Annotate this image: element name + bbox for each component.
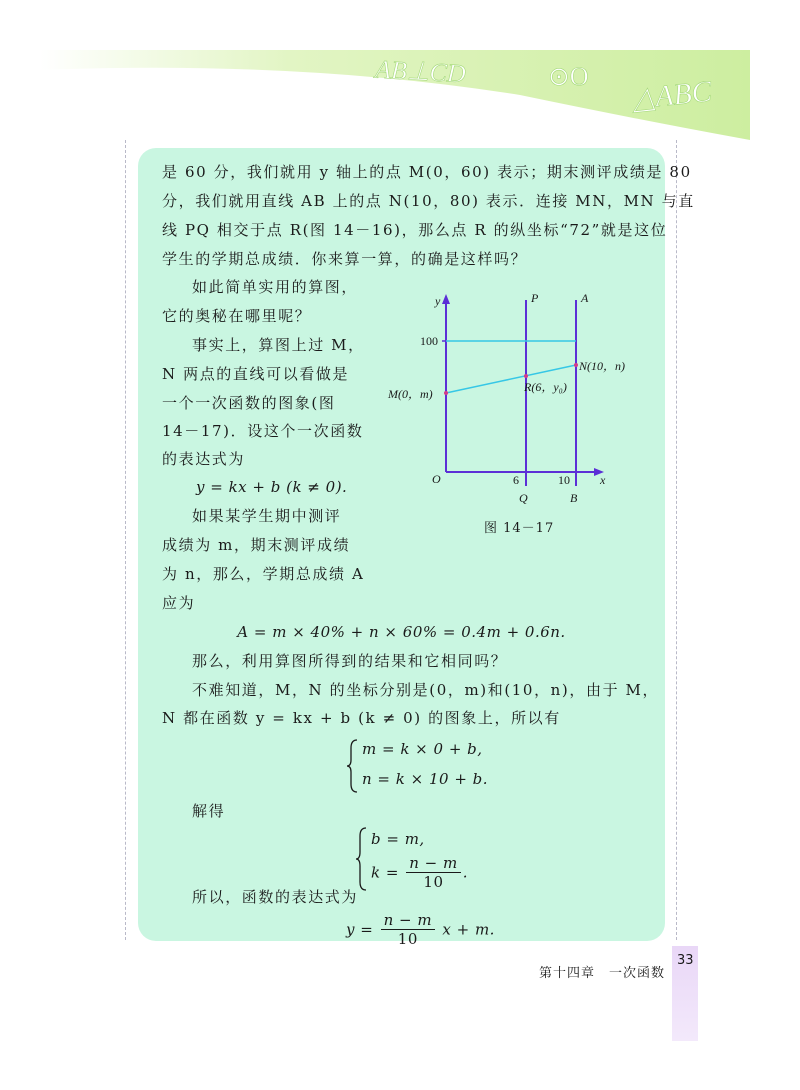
formula-function bbox=[346, 911, 495, 948]
system2-eq2-left: k = bbox=[371, 863, 399, 882]
para4-line3: 为 n，那么，学期总成绩 A bbox=[162, 565, 365, 583]
label-M: M(0，m) bbox=[388, 387, 433, 401]
system2-fraction-den: 10 bbox=[423, 873, 444, 891]
label-R: R(6，y₀) bbox=[524, 380, 567, 394]
para4-line2: 成绩为 m，期末测评成绩 bbox=[162, 536, 351, 554]
label-B: B bbox=[570, 491, 578, 505]
para4-line1: 如果某学生期中测评 bbox=[192, 507, 342, 525]
chapter-footer: 第十四章 一次函数 bbox=[539, 966, 666, 981]
label-Q: Q bbox=[519, 491, 528, 505]
para2-line1: 如此简单实用的算图， bbox=[192, 278, 359, 296]
formula3-fraction-num: n − m bbox=[381, 911, 436, 930]
para3-line5: 的表达式为 bbox=[162, 450, 246, 468]
para3-line2: N 两点的直线可以看做是 bbox=[162, 365, 350, 383]
system2-eq1: b = m, bbox=[371, 830, 425, 848]
margin-guide-right bbox=[676, 140, 677, 940]
para3-line4: 14－17)．设这个一次函数 bbox=[162, 422, 364, 440]
formula3-fraction bbox=[381, 911, 436, 948]
y-axis-arrow bbox=[442, 294, 450, 304]
formula-total-score: A = m × 40% + n × 60% = 0.4m + 0.6n. bbox=[237, 623, 566, 641]
brace-system-1 bbox=[346, 738, 360, 794]
figure-14-17-nomogram bbox=[380, 290, 655, 530]
para5: 那么，利用算图所得到的结果和它相同吗？ bbox=[192, 652, 508, 670]
system1-eq2: n = k × 10 + b. bbox=[362, 770, 489, 788]
system2-fraction-num: n − m bbox=[406, 854, 461, 873]
system2-eq2-end: . bbox=[462, 863, 468, 882]
formula-linear: y = kx + b (k ≠ 0). bbox=[196, 478, 348, 496]
para8: 所以，函数的表达式为 bbox=[192, 888, 359, 906]
label-A: A bbox=[581, 291, 589, 305]
label-100: 100 bbox=[420, 334, 438, 348]
point-M bbox=[444, 391, 448, 395]
label-N: N(10，n) bbox=[579, 359, 625, 373]
label-P: P bbox=[531, 291, 539, 305]
para1-line1: 是 60 分，我们就用 y 轴上的点 M(0，60) 表示；期末测评成绩是 80 bbox=[162, 163, 692, 181]
para1-line4: 学生的学期总成绩．你来算一算，的确是这样吗？ bbox=[162, 250, 528, 268]
label-O: O bbox=[432, 472, 441, 486]
system2-eq2 bbox=[371, 854, 468, 891]
label-6: 6 bbox=[513, 473, 519, 487]
system1-eq1: m = k × 0 + b, bbox=[362, 740, 483, 758]
point-R bbox=[524, 374, 528, 378]
formula3-fraction-den: 10 bbox=[397, 930, 418, 948]
para1-line2: 分，我们就用直线 AB 上的点 N(10，80) 表示．连接 MN，MN 与直 bbox=[162, 192, 695, 210]
header-deco-perp: AB⊥CD bbox=[374, 54, 467, 89]
para2-line2: 它的奥秘在哪里呢？ bbox=[162, 307, 312, 325]
para4-line4: 应为 bbox=[162, 594, 196, 612]
para3-line3: 一个一次函数的图象(图 bbox=[162, 394, 336, 412]
figure-caption: 图 14－17 bbox=[484, 521, 555, 536]
page-number: 33 bbox=[677, 953, 694, 968]
para7: 解得 bbox=[192, 802, 226, 820]
point-N bbox=[574, 363, 578, 367]
para6-line1: 不难知道，M，N 的坐标分别是(0，m)和(10，n)，由于 M， bbox=[192, 681, 660, 699]
margin-guide-left bbox=[125, 140, 126, 940]
label-10: 10 bbox=[558, 473, 570, 487]
label-x: x bbox=[600, 473, 606, 487]
header-banner bbox=[0, 0, 800, 160]
formula3-right: x + m. bbox=[442, 920, 495, 939]
formula3-left: y = bbox=[346, 920, 374, 939]
para1-line3: 线 PQ 相交于点 R(图 14－16)，那么点 R 的纵坐标“72”就是这位 bbox=[162, 221, 668, 239]
label-y: y bbox=[435, 294, 441, 308]
para3-line1: 事实上，算图上过 M， bbox=[192, 336, 365, 354]
system2-fraction bbox=[406, 854, 461, 891]
para6-line2: N 都在函数 y = kx + b (k ≠ 0) 的图象上，所以有 bbox=[162, 709, 561, 727]
brace-system-2 bbox=[355, 826, 369, 892]
header-deco-triangle: △ABC bbox=[630, 74, 714, 116]
header-deco-circle: ⊙O bbox=[548, 62, 589, 91]
